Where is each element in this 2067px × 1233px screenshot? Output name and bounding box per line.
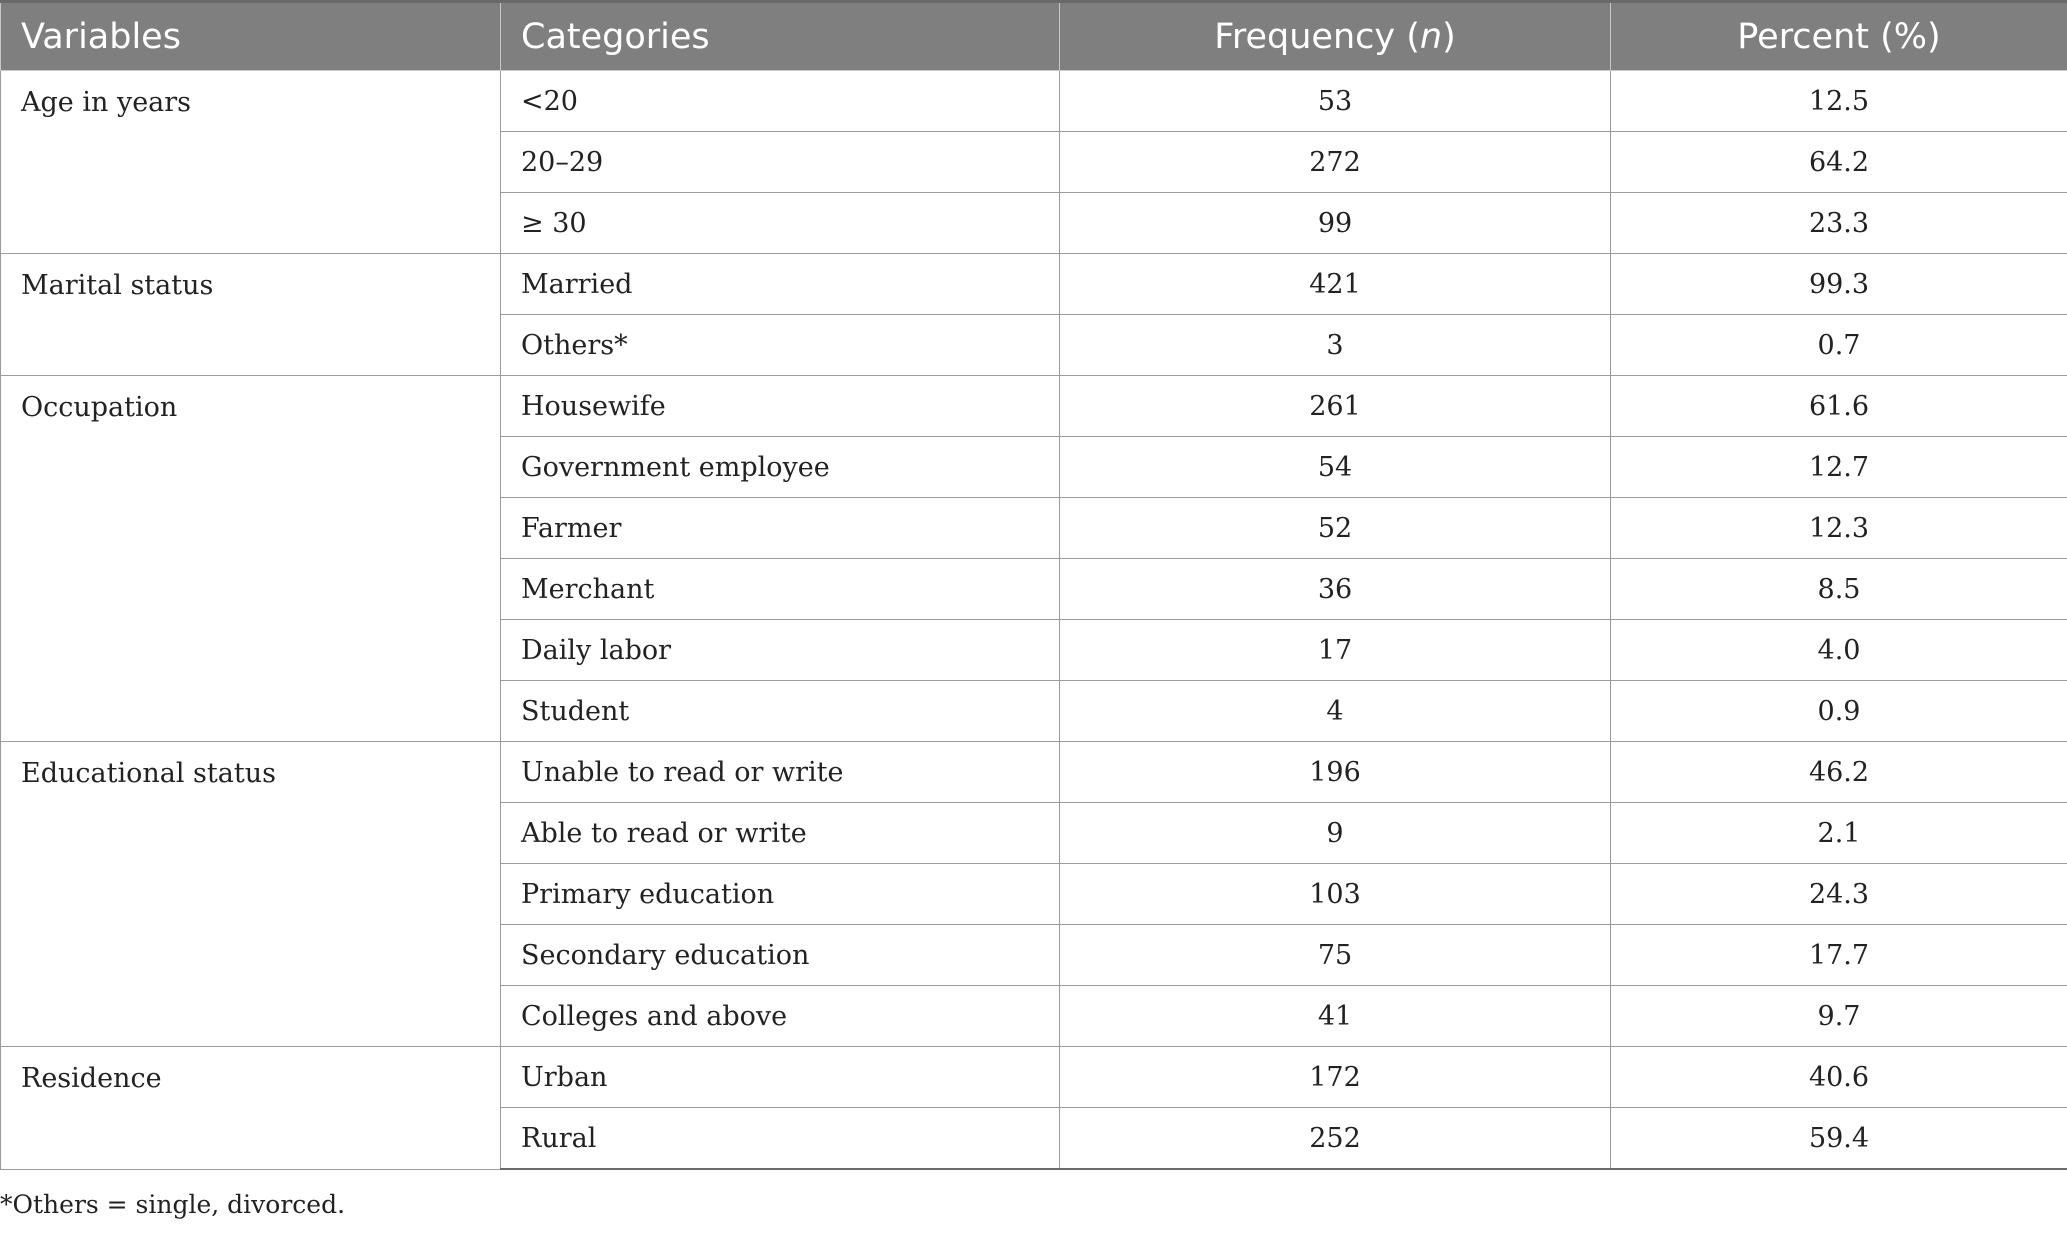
category-cell: Housewife — [501, 376, 1060, 437]
percent-cell: 12.7 — [1611, 437, 2067, 498]
category-cell: Government employee — [501, 437, 1060, 498]
table-row — [1, 254, 2067, 315]
percent-cell: 24.3 — [1611, 864, 2067, 925]
percent-cell: 4.0 — [1611, 620, 2067, 681]
percent-cell: 59.4 — [1611, 1108, 2067, 1170]
category-cell: <20 — [501, 71, 1060, 132]
category-cell: Primary education — [501, 864, 1060, 925]
variable-cell: Residence — [1, 1047, 501, 1170]
percent-cell: 61.6 — [1611, 376, 2067, 437]
category-cell: Merchant — [501, 559, 1060, 620]
category-cell: Unable to read or write — [501, 742, 1060, 803]
percent-cell: 23.3 — [1611, 193, 2067, 254]
percent-cell: 2.1 — [1611, 803, 2067, 864]
category-cell: Rural — [501, 1108, 1060, 1170]
variable-cell: Occupation — [1, 376, 501, 742]
footnote: *Others = single, divorced. — [0, 1190, 346, 1219]
table-body — [1, 71, 2067, 1170]
percent-cell: 0.9 — [1611, 681, 2067, 742]
header-frequency-n: n — [1419, 16, 1443, 57]
frequency-cell: 75 — [1060, 925, 1611, 986]
frequency-cell: 272 — [1060, 132, 1611, 193]
category-cell: Student — [501, 681, 1060, 742]
frequency-cell: 421 — [1060, 254, 1611, 315]
header-percent: Percent (%) — [1611, 2, 2067, 71]
category-cell: Colleges and above — [501, 986, 1060, 1047]
category-cell: Married — [501, 254, 1060, 315]
percent-cell: 8.5 — [1611, 559, 2067, 620]
category-cell: Able to read or write — [501, 803, 1060, 864]
percent-cell: 17.7 — [1611, 925, 2067, 986]
frequency-cell: 252 — [1060, 1108, 1611, 1170]
header-frequency-close: ) — [1442, 16, 1456, 57]
header-variables: Variables — [1, 2, 501, 71]
frequency-cell: 4 — [1060, 681, 1611, 742]
frequency-cell: 3 — [1060, 315, 1611, 376]
header-frequency — [1060, 2, 1611, 71]
percent-cell: 64.2 — [1611, 132, 2067, 193]
percent-cell: 0.7 — [1611, 315, 2067, 376]
frequency-cell: 103 — [1060, 864, 1611, 925]
frequency-cell: 9 — [1060, 803, 1611, 864]
variable-cell: Age in years — [1, 71, 501, 254]
frequency-cell: 261 — [1060, 376, 1611, 437]
frequency-cell: 54 — [1060, 437, 1611, 498]
frequency-cell: 41 — [1060, 986, 1611, 1047]
variable-cell: Marital status — [1, 254, 501, 376]
percent-cell: 12.3 — [1611, 498, 2067, 559]
percent-cell: 46.2 — [1611, 742, 2067, 803]
category-cell: Farmer — [501, 498, 1060, 559]
percent-cell: 40.6 — [1611, 1047, 2067, 1108]
category-cell: Daily labor — [501, 620, 1060, 681]
variable-cell: Educational status — [1, 742, 501, 1047]
category-cell: Urban — [501, 1047, 1060, 1108]
table-row — [1, 376, 2067, 437]
table-row — [1, 1047, 2067, 1108]
category-cell: ≥ 30 — [501, 193, 1060, 254]
category-cell: Secondary education — [501, 925, 1060, 986]
frequency-cell: 53 — [1060, 71, 1611, 132]
frequency-cell: 17 — [1060, 620, 1611, 681]
header-frequency-label: Frequency ( — [1214, 16, 1420, 57]
table-row — [1, 742, 2067, 803]
percent-cell: 99.3 — [1611, 254, 2067, 315]
header-row — [1, 2, 2067, 71]
frequency-cell: 172 — [1060, 1047, 1611, 1108]
frequency-cell: 36 — [1060, 559, 1611, 620]
frequency-cell: 99 — [1060, 193, 1611, 254]
header-categories: Categories — [501, 2, 1060, 71]
frequency-cell: 52 — [1060, 498, 1611, 559]
table-row — [1, 71, 2067, 132]
frequency-cell: 196 — [1060, 742, 1611, 803]
percent-cell: 9.7 — [1611, 986, 2067, 1047]
category-cell: Others* — [501, 315, 1060, 376]
percent-cell: 12.5 — [1611, 71, 2067, 132]
category-cell: 20–29 — [501, 132, 1060, 193]
